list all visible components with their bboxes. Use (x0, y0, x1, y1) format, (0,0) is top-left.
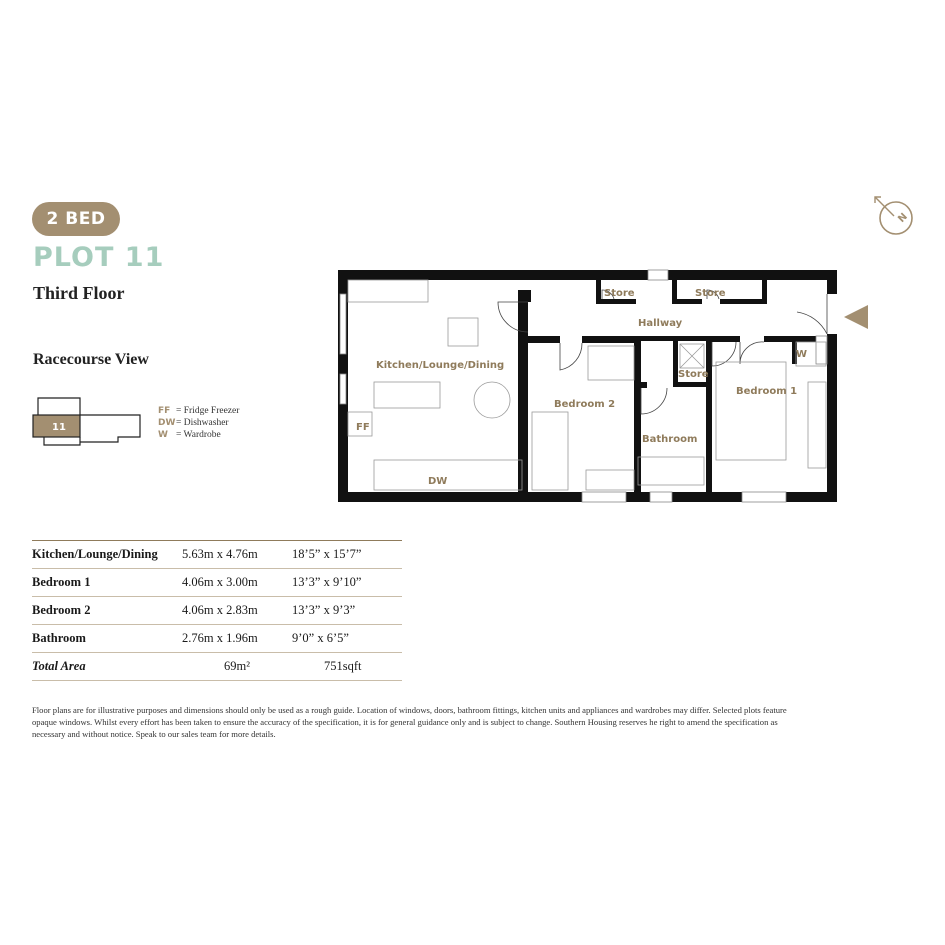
floor-plan (332, 262, 872, 510)
key-plan (30, 395, 145, 450)
appliance-label-w: W (796, 349, 808, 360)
bedroom-count-badge: 2 BED (32, 202, 120, 236)
dimension-room-name: Bathroom (32, 625, 182, 653)
room-label-bedroom2: Bedroom 2 (554, 399, 616, 410)
room-dimensions-table (32, 540, 402, 681)
disclaimer-text: Floor plans are for illustrative purposes and dimensions should only be used as a rough guide. Location of windows, doors, bathroom fittings, kitchen units and appliances and wardrobes may differ. Selected plots feature opaque windows. Whilst every effort has been taken to ensure the accuracy of the specification, it is for general guidance only and is subject to change. Southern Housing reserves he right to amend the specification as necessary and without notice. Speak to our sales team for more details. (32, 705, 787, 739)
appliance-label-ff: FF (356, 422, 370, 433)
table-row-total (32, 653, 402, 681)
room-label-bathroom: Bathroom (642, 434, 698, 445)
legend-item: W = Wardrobe (158, 430, 221, 440)
dimension-metric: 4.06m x 3.00m (182, 569, 292, 597)
dimension-metric: 5.63m x 4.76m (182, 541, 292, 569)
view-label: Racecourse View (33, 351, 149, 368)
appliance-label-dw: DW (428, 476, 448, 487)
room-label-store: Store (678, 369, 709, 380)
dimension-imperial: 13’3” x 9’10” (292, 569, 402, 597)
legend-item: DW= Dishwasher (158, 418, 229, 428)
furniture (348, 280, 826, 490)
north-compass-icon (872, 194, 916, 238)
legend-item: FF = Fridge Freezer (158, 406, 240, 416)
room-label-bedroom1: Bedroom 1 (736, 386, 798, 397)
dimension-metric: 2.76m x 1.96m (182, 625, 292, 653)
floor-label: Third Floor (33, 283, 125, 303)
total-area-metric: 69m² (182, 653, 292, 681)
dimension-metric: 4.06m x 2.83m (182, 597, 292, 625)
dimension-imperial: 13’3” x 9’3” (292, 597, 402, 625)
dimension-room-name: Bedroom 1 (32, 569, 182, 597)
table-row (32, 541, 402, 569)
total-area-label: Total Area (32, 653, 182, 681)
entrance-arrow-icon (844, 305, 868, 329)
table-row (32, 569, 402, 597)
dimension-imperial: 9’0” x 6’5” (292, 625, 402, 653)
plot-title: PLOT 11 (33, 242, 165, 273)
dimension-room-name: Kitchen/Lounge/Dining (32, 541, 182, 569)
room-label-store: Store (695, 288, 726, 299)
table-row (32, 597, 402, 625)
key-plan-unit-label: 11 (52, 422, 66, 433)
compass-north-label: N (896, 211, 910, 225)
room-label-hallway: Hallway (638, 318, 683, 329)
room-label-store: Store (604, 288, 635, 299)
appliance-legend (158, 405, 239, 441)
dimension-imperial: 18’5” x 15’7” (292, 541, 402, 569)
dimension-room-name: Bedroom 2 (32, 597, 182, 625)
total-area-imperial: 751sqft (292, 653, 402, 681)
table-row (32, 625, 402, 653)
room-label-kitchen: Kitchen/Lounge/Dining (376, 360, 505, 371)
